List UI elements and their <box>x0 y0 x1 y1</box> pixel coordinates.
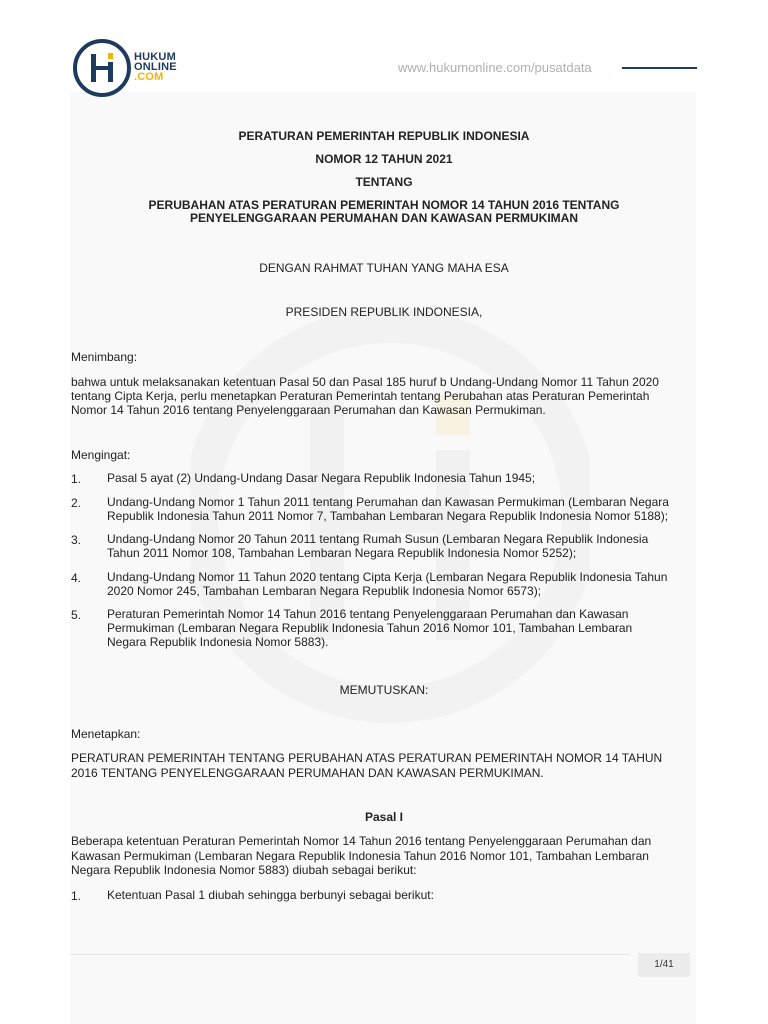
pasal-text-2: Kawasan Permukiman (Lembaran Negara Republik Indonesia Tahun 2016 Nomor 101, Tambahan Lembaran <box>71 849 649 863</box>
list-number: 5. <box>71 608 82 622</box>
menetapkan-text-2: 2016 TENTANG PENYELENGGARAAN PERUMAHAN DAN KAWASAN PERMUKIMAN. <box>71 766 544 780</box>
menimbang-text-2: tentang Cipta Kerja, perlu menetapkan Peraturan Pemerintah tentang Perubahan atas Peraturan Pemerintah <box>71 389 650 403</box>
footer-divider <box>70 954 630 955</box>
menimbang-text-3: Nomor 14 Tahun 2016 tentang Penyelenggaraan Perumahan dan Kawasan Permukiman. <box>71 403 546 417</box>
page-number: 1/41 <box>638 953 690 977</box>
title-line-3: TENTANG <box>355 175 413 189</box>
list-line: Pasal 5 ayat (2) Undang-Undang Dasar Negara Republik Indonesia Tahun 1945; <box>107 471 536 485</box>
list-line: Peraturan Pemerintah Nomor 14 Tahun 2016 tentang Penyelenggaraan Perumahan dan Kawasan <box>107 607 629 621</box>
list-line: Undang-Undang Nomor 20 Tahun 2011 tentang Rumah Susun (Lembaran Negara Republik Indonesia <box>107 532 649 546</box>
logo-line3: .COM <box>134 71 164 83</box>
title-line-2: NOMOR 12 TAHUN 2021 <box>315 152 453 166</box>
menimbang-text-1: bahwa untuk melaksanakan ketentuan Pasal 50 dan Pasal 185 huruf b Undang-Undang Nomor 11 Tahun 2020 <box>71 375 659 389</box>
list-line: Tahun 2011 Nomor 108, Tambahan Lembaran Negara Republik Indonesia Nomor 5252); <box>107 546 577 560</box>
list-number: 3. <box>71 533 82 547</box>
pasal-text-3: Negara Republik Indonesia Nomor 5883) diubah sebagai berikut: <box>71 863 417 877</box>
list-line: Republik Indonesia Tahun 2011 Nomor 7, Tambahan Lembaran Negara Republik Indonesia Nomor 5188); <box>107 509 669 523</box>
header-divider <box>622 67 697 69</box>
logo-wordmark <box>134 52 177 82</box>
title-line-1: PERATURAN PEMERINTAH REPUBLIK INDONESIA <box>238 129 530 143</box>
list-line: Undang-Undang Nomor 1 Tahun 2011 tentang Perumahan dan Kawasan Permukiman (Lembaran Negara <box>107 495 669 509</box>
list-line: Negara Republik Indonesia Nomor 5883). <box>107 635 329 649</box>
memutuskan-line: MEMUTUSKAN: <box>339 683 429 697</box>
list-line: Undang-Undang Nomor 11 Tahun 2020 tentang Cipta Kerja (Lembaran Negara Republik Indonesia Tahun <box>107 570 668 584</box>
menetapkan-text-1: PERATURAN PEMERINTAH TENTANG PERUBAHAN ATAS PERATURAN PEMERINTAH NOMOR 14 TAHUN <box>71 751 663 765</box>
pasal-text-1: Beberapa ketentuan Peraturan Pemerintah Nomor 14 Tahun 2016 tentang Penyelenggaraan Perumahan dan <box>71 834 652 848</box>
menetapkan-label: Menetapkan: <box>71 727 141 741</box>
title-line-4b: PENYELENGGARAAN PERUMAHAN DAN KAWASAN PERMUKIMAN <box>189 211 578 225</box>
pasal-heading: Pasal I <box>364 810 404 824</box>
menimbang-label: Menimbang: <box>71 350 138 364</box>
hukumonline-logo-icon <box>72 38 132 98</box>
list-number: 1. <box>71 472 82 486</box>
list-line: Ketentuan Pasal 1 diubah sehingga berbunyi sebagai berikut: <box>107 888 434 902</box>
list-number: 1. <box>71 889 82 903</box>
list-line: 2020 Nomor 245, Tambahan Lembaran Negara Republik Indonesia Nomor 6573); <box>107 584 542 598</box>
title-line-4a: PERUBAHAN ATAS PERATURAN PEMERINTAH NOMOR 14 TAHUN 2016 TENTANG <box>148 198 620 212</box>
logo-line1: HUKUM <box>134 51 176 63</box>
mengingat-label: Mengingat: <box>71 448 131 462</box>
presiden-line: PRESIDEN REPUBLIK INDONESIA, <box>285 305 483 319</box>
logo-line2: ONLINE <box>134 61 177 73</box>
list-line: Permukiman (Lembaran Negara Republik Indonesia Tahun 2016 Nomor 101, Tambahan Lembaran <box>107 621 633 635</box>
header-url[interactable]: www.hukumonline.com/pusatdata <box>398 60 592 75</box>
rahmat-line: DENGAN RAHMAT TUHAN YANG MAHA ESA <box>259 261 509 275</box>
list-number: 2. <box>71 496 82 510</box>
list-number: 4. <box>71 571 82 585</box>
